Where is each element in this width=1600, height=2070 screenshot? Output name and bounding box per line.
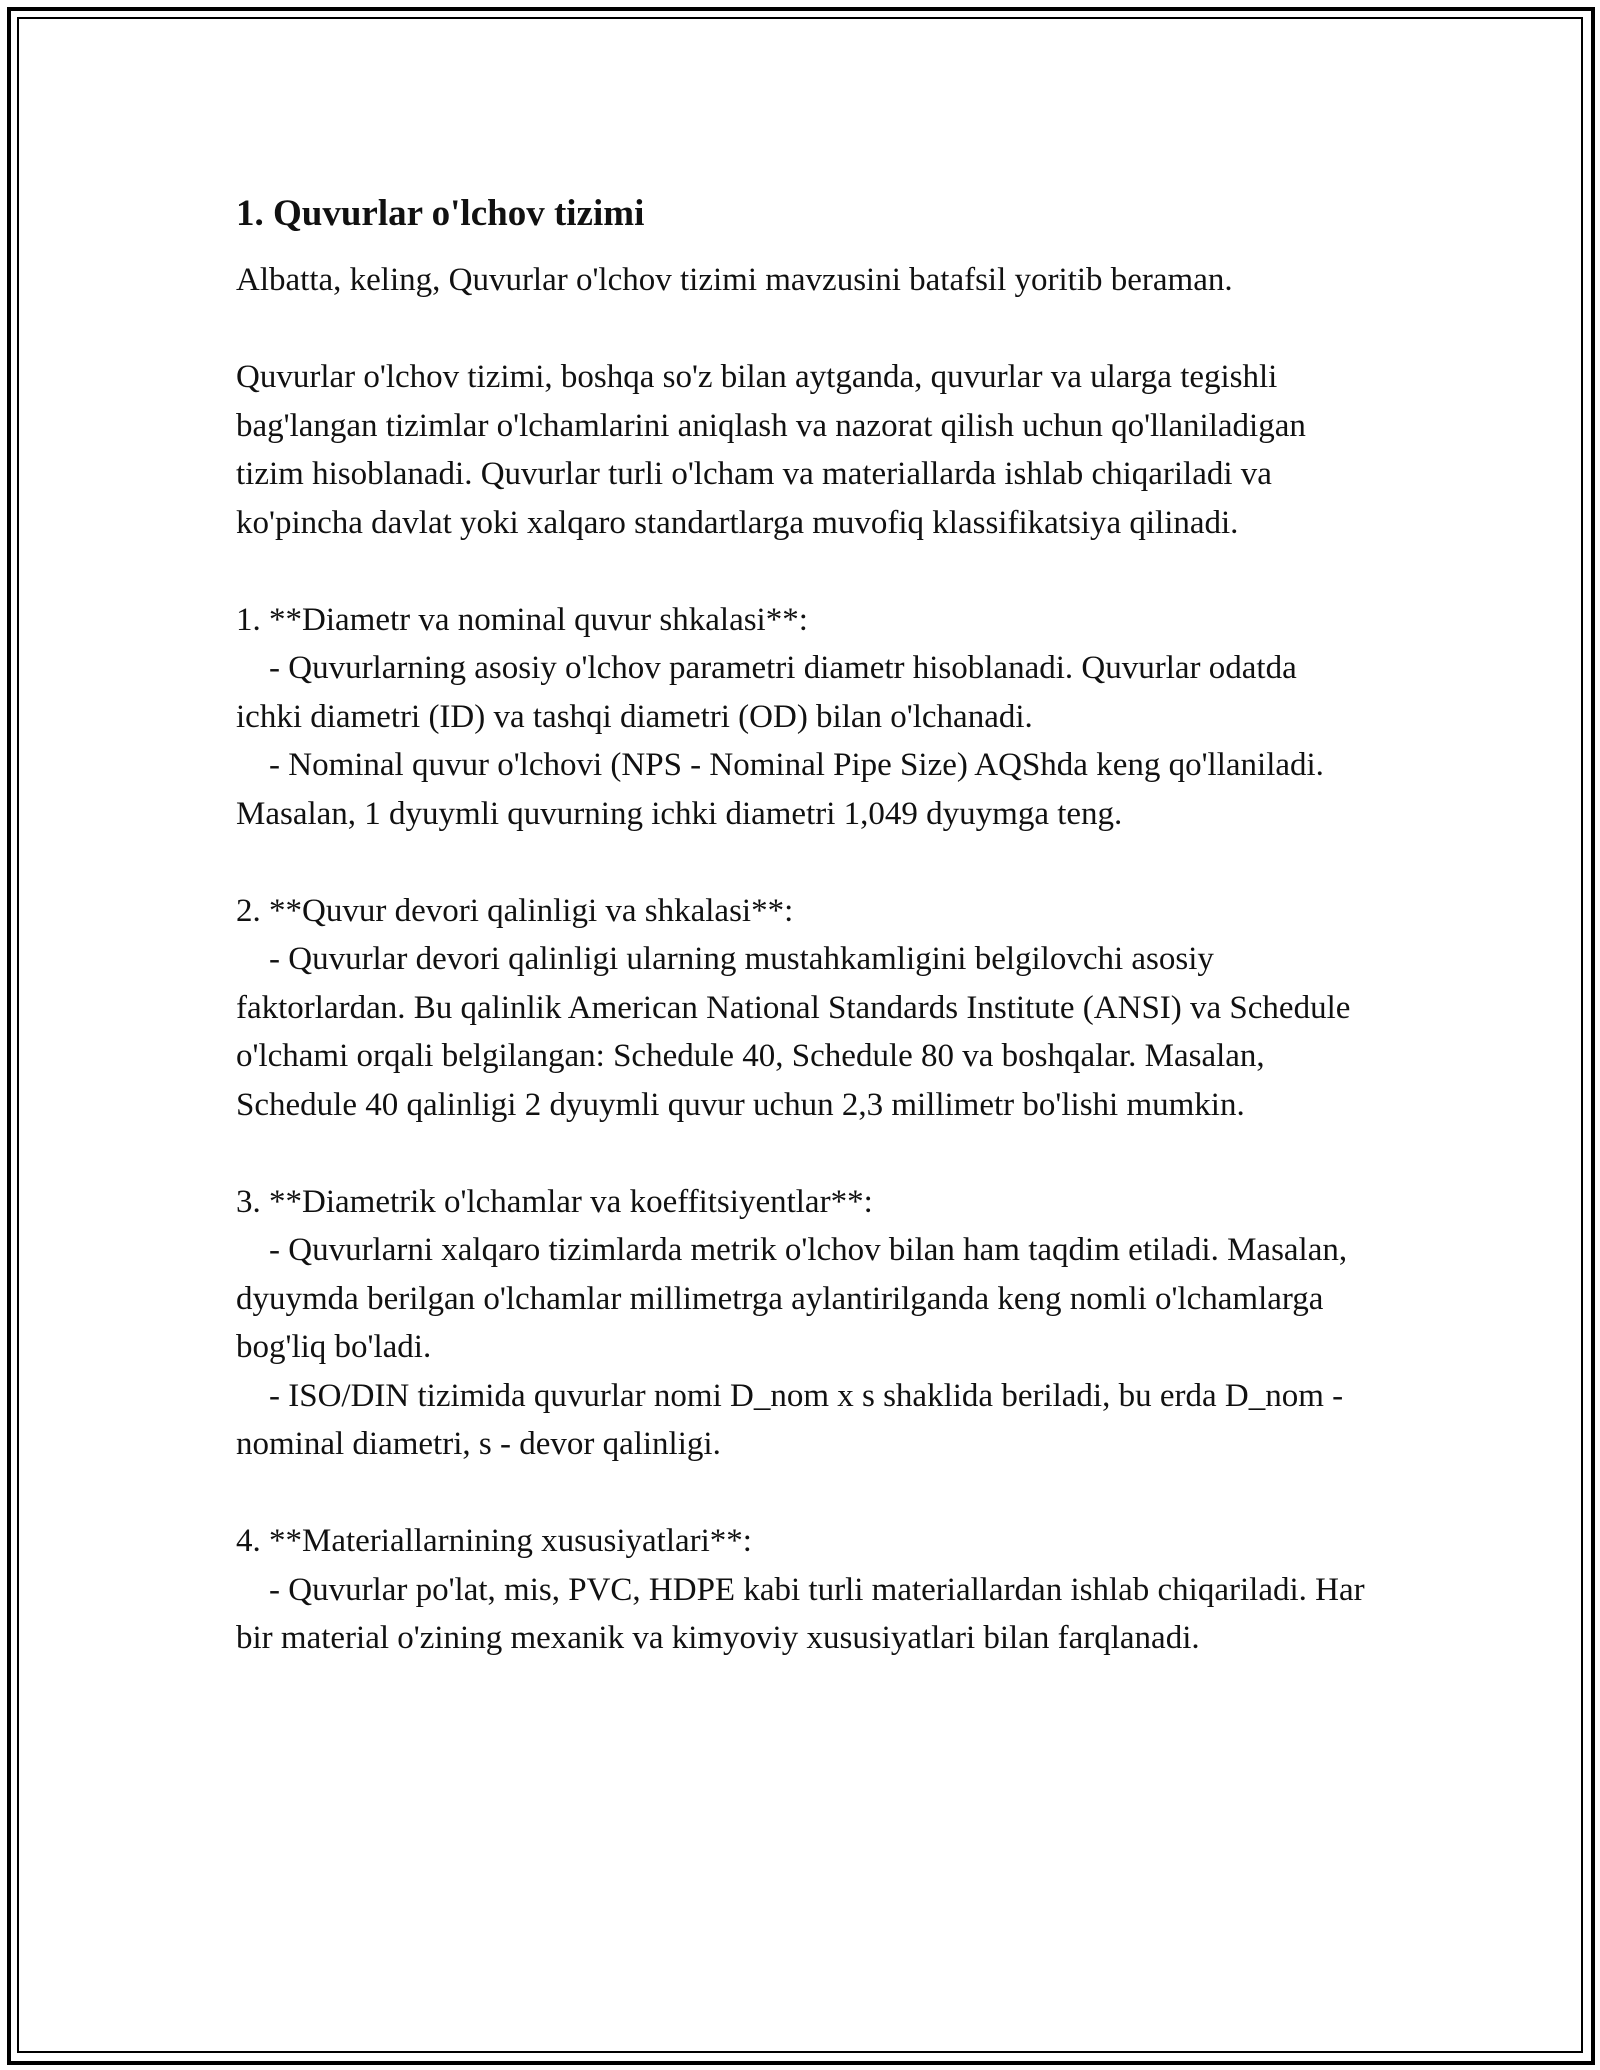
section-bullet: - Quvurlarning asosiy o'lchov parametri diametr hisoblanadi. Quvurlar odatda ichki diametri (ID) va tashqi diametri (OD) bilan o'lchanadi.: [236, 650, 1305, 735]
spacer: [236, 305, 1366, 354]
spacer: [236, 838, 1366, 887]
section-2: [236, 887, 1366, 1130]
section-title: 4. **Materiallarnining xususiyatlari**:: [236, 1523, 752, 1559]
section-4: [236, 1517, 1373, 1663]
section-title: 1. **Diametr va nominal quvur shkalasi**:: [236, 601, 808, 638]
section-bullet: - ISO/DIN tizimida quvurlar nomi D_nom x s shaklida beriladi, bu erda D_nom - nominal diametri, s - devor qalinligi.: [236, 1377, 1352, 1462]
document-body: [236, 186, 1373, 1663]
section-1: [236, 596, 1366, 839]
section-bullet: - Nominal quvur o'lchovi (NPS - Nominal Pipe Size) AQShda keng qo'llaniladi. Masalan, 1 dyuymli quvurning ichki diametri 1,049 dyuymga teng.: [236, 747, 1333, 832]
section-title: 2. **Quvur devori qalinligi va shkalasi**:: [236, 892, 794, 929]
overview-paragraph: Quvurlar o'lchov tizimi, boshqa so'z bilan aytganda, quvurlar va ularga tegishli bag'langan tizimlar o'lchamlarini aniqlash va nazorat qilish uchun qo'llaniladigan tizim hisoblanadi. Quvurlar turli o'lcham va materiallarda ishlab chiqariladi va ko'pincha davlat yoki xalqaro standartlarga muvofiq klassifikatsiya qilinadi.: [236, 359, 1315, 541]
intro-text: Albatta, keling, Quvurlar o'lchov tizimi mavzusini batafsil yoritib beraman.: [236, 262, 1233, 298]
spacer: [236, 1469, 1366, 1518]
section-title: 3. **Diametrik o'lchamlar va koeffitsiyentlar**:: [236, 1183, 873, 1220]
section-3: [236, 1178, 1366, 1469]
spacer: [236, 547, 1366, 596]
section-bullet: - Quvurlar po'lat, mis, PVC, HDPE kabi turli materiallardan ishlab chiqariladi. Har bir material o'zining mexanik va kimyoviy xususiyatlari bilan farqlanadi.: [236, 1571, 1373, 1656]
section-bullet: - Quvurlar devori qalinligi ularning mustahkamligini belgilovchi asosiy faktorlardan. Bu qalinlik American National Standards Institute (ANSI) va Schedule o'lchami orqali belgilangan: Schedule 40, Schedule 80 va boshqalar. Masalan, Schedule 40 qalinligi 2 dyuymli quvur uchun 2,3 millimetr bo'lishi mumkin.: [236, 941, 1359, 1123]
spacer: [236, 1129, 1366, 1178]
section-bullet: - Quvurlarni xalqaro tizimlarda metrik o'lchov bilan ham taqdim etiladi. Masalan, dyuymda berilgan o'lchamlar millimetrga aylantirilganda keng nomli o'lchamlarga bog'liq bo'ladi.: [236, 1232, 1356, 1365]
document-heading: 1. Quvurlar o'lchov tizimi: [236, 193, 645, 234]
